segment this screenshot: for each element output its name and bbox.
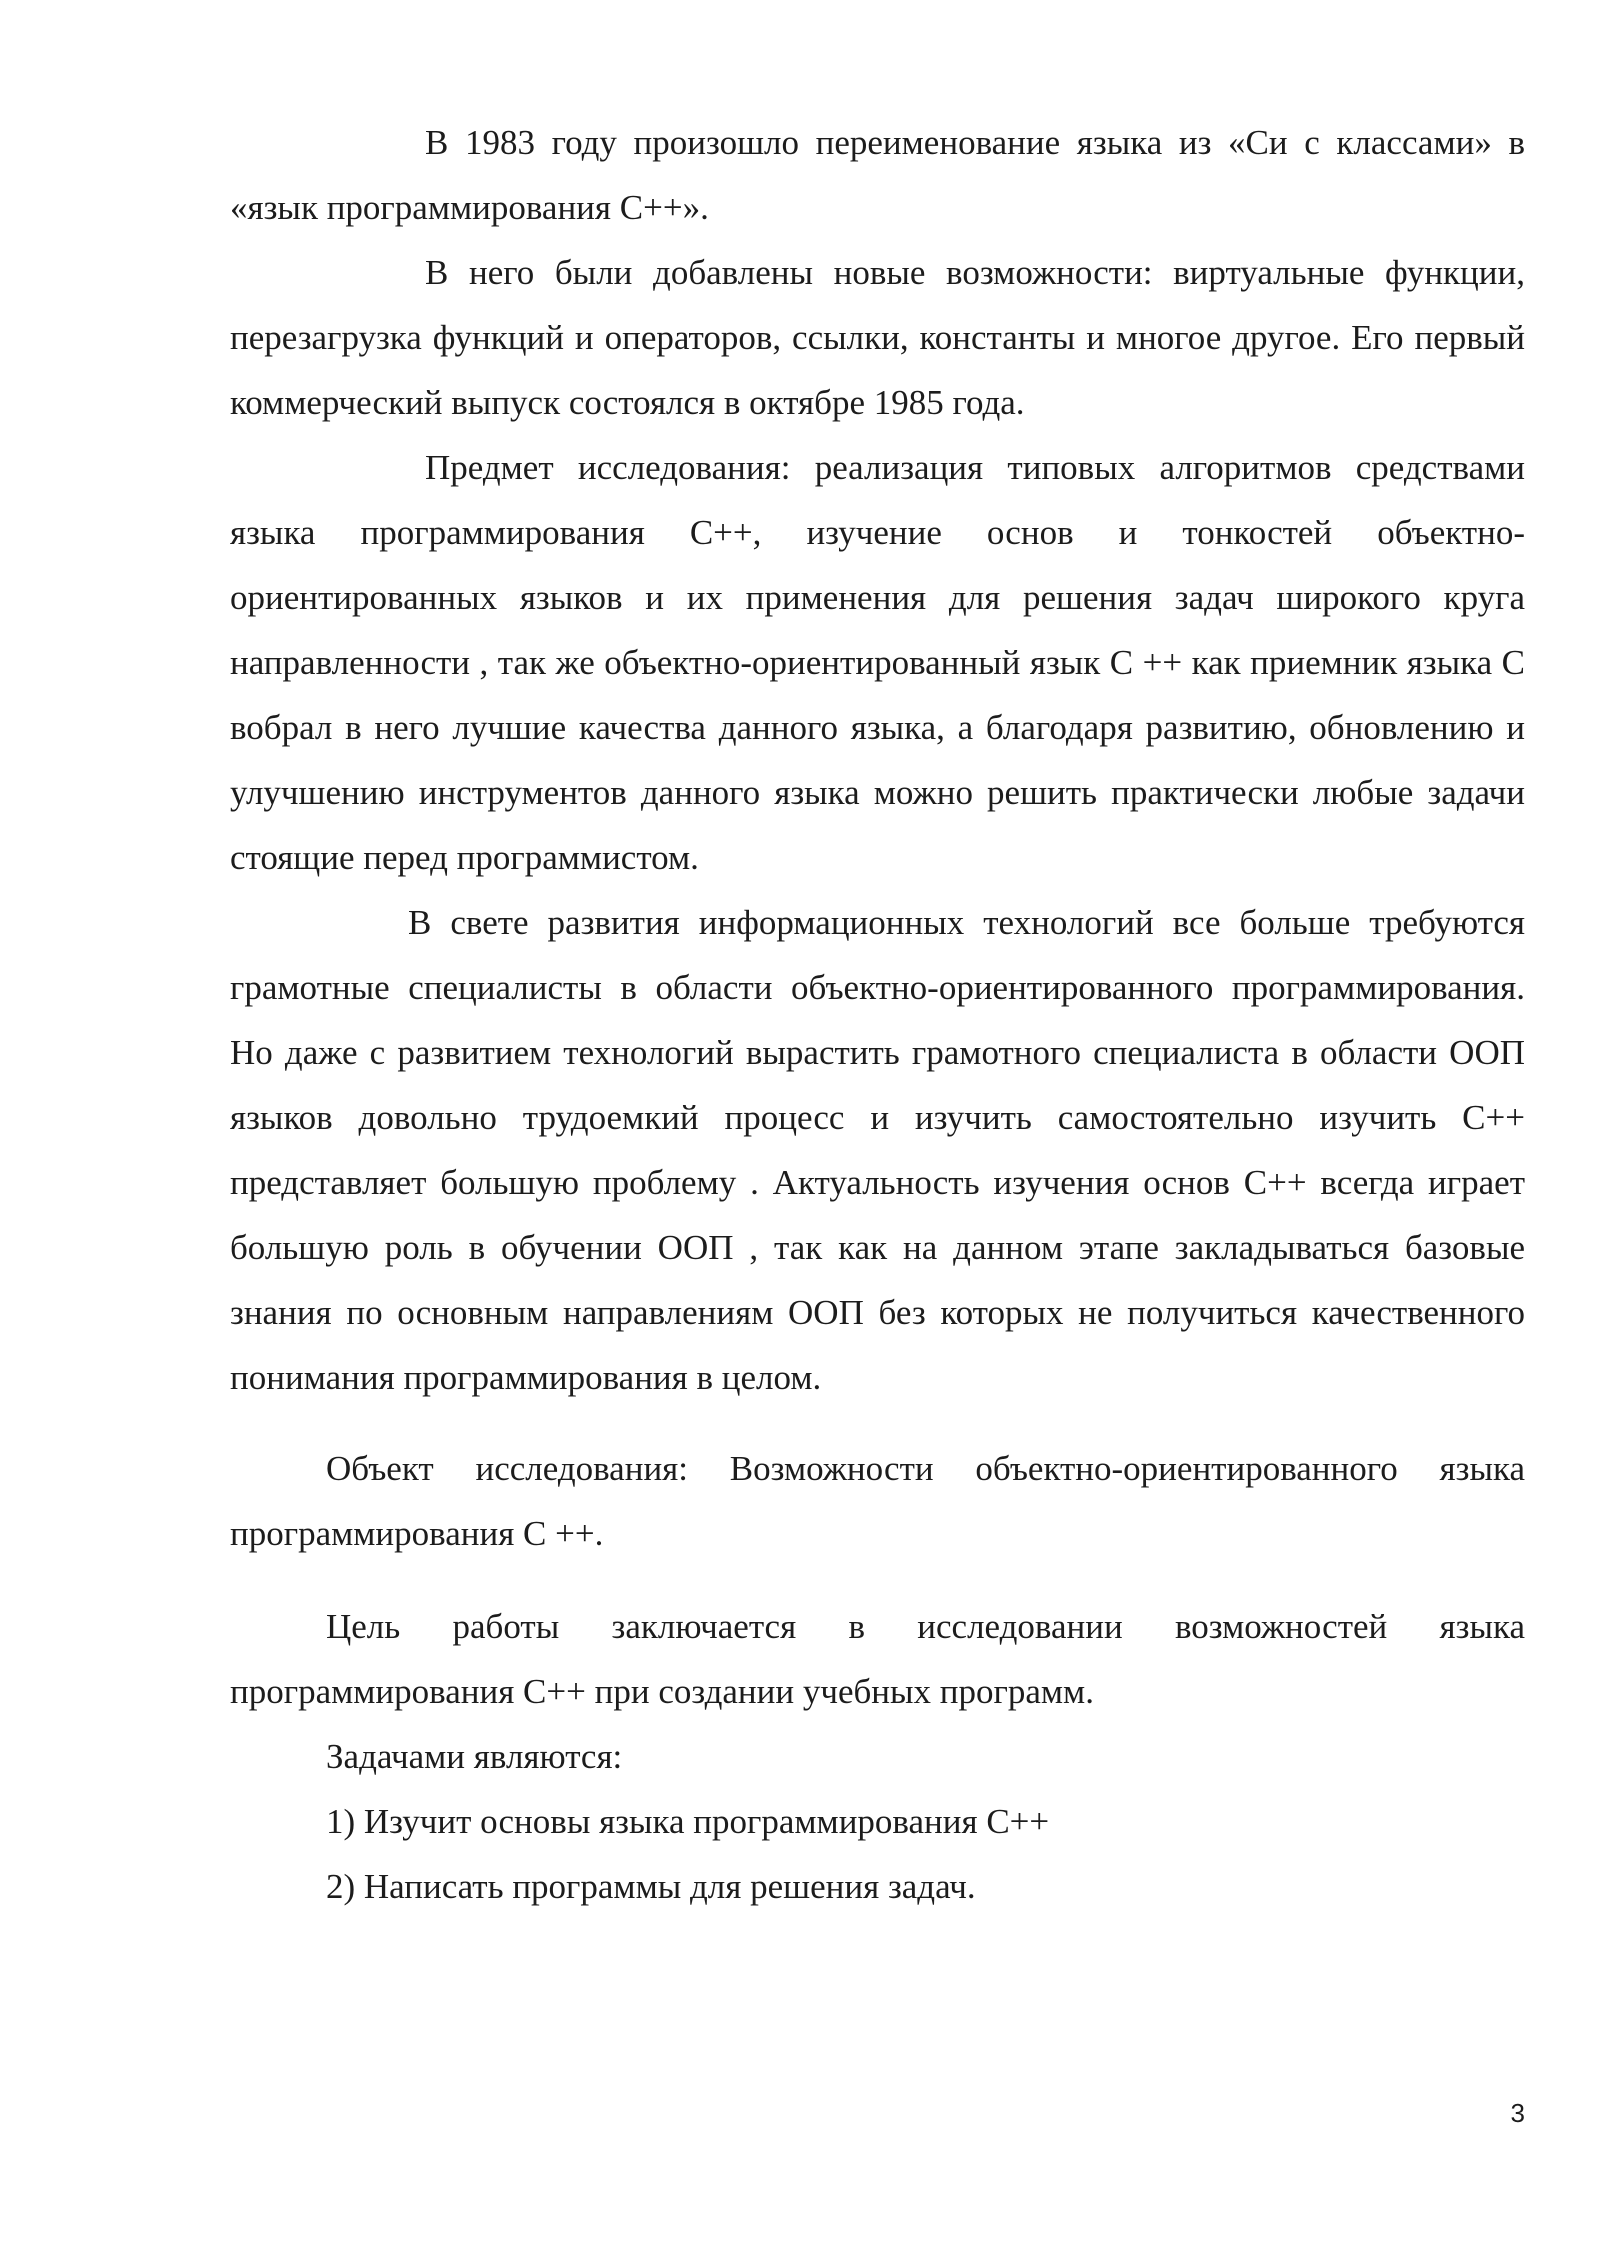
paragraph-tasks-heading: Задачами являются: <box>326 1737 623 1776</box>
paragraph-renaming: В 1983 году произошло переименование языка из «Си с классами» в «язык программирования С++». <box>230 123 1525 227</box>
page-body <box>230 110 1525 1919</box>
paragraph-research-subject: Предмет исследования: реализация типовых алгоритмов средствами языка программирования С++, изучение основ и тонкостей объектно-ориентированных языков и их применения для решения задач широкого круга направленности , так же объектно-ориентированный язык С ++ как приемник языка С вобрал в него лучшие качества данного языка, а благодаря развитию, обновлению и улучшению инструментов данного языка можно решить практически любые задачи стоящие перед программистом. <box>230 448 1525 877</box>
paragraph-research-object: Объект исследования: Возможности объектно-ориентированного языка программирования С ++. <box>230 1449 1525 1553</box>
paragraph-new-features: В него были добавлены новые возможности: виртуальные функции, перезагрузка функций и операторов, ссылки, константы и многое другое. Его первый коммерческий выпуск состоялся в октябре 1985 года. <box>230 253 1525 422</box>
list-item-task-1: 1) Изучит основы языка программирования С++ <box>326 1802 1050 1841</box>
paragraph-goal: Цель работы заключается в исследовании возможностей языка программирования С++ при создании учебных программ. <box>230 1607 1525 1711</box>
paragraph-relevance: В свете развития информационных технологий все больше требуются грамотные специалисты в области объектно-ориентированного программирования. Но даже с развитием технологий вырастить грамотного специалиста в области ООП языков довольно трудоемкий процесс и изучить самостоятельно изучить С++ представляет большую проблему . Актуальность изучения основ С++ всегда играет большую роль в обучении ООП , так как на данном этапе закладываться базовые знания по основным направлениям ООП без которых не получиться качественного понимания программирования в целом. <box>230 903 1525 1397</box>
list-item-task-2: 2) Написать программы для решения задач. <box>326 1867 976 1906</box>
page-number: 3 <box>1510 2098 1525 2128</box>
